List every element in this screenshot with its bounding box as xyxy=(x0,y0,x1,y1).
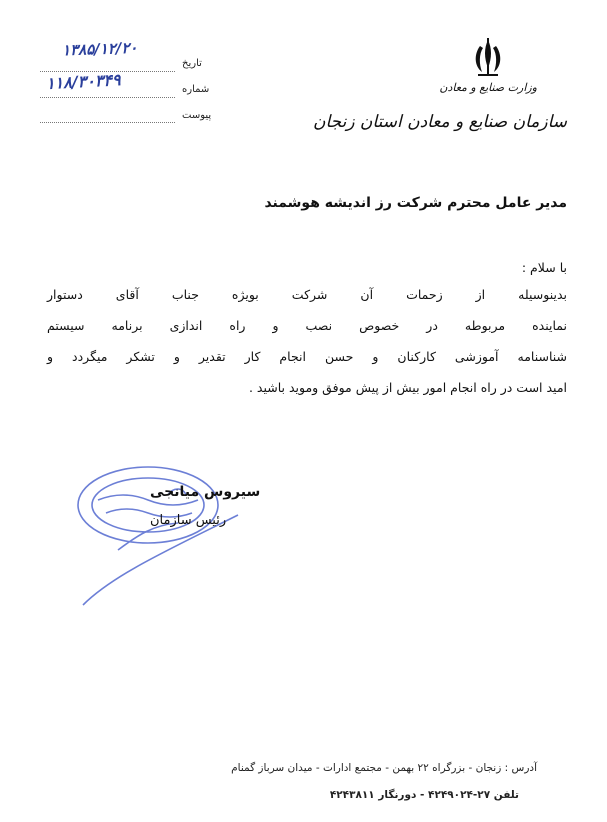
number-dotted-line xyxy=(40,97,175,98)
body-line: شناسنامه آموزشی کارکنان و حسن انجام کار تقدیر و تشکر میگردد و xyxy=(47,349,567,364)
signer-name: سیروس میانجی xyxy=(150,484,261,500)
number-value: ۱۱۸/۳۰۳۴۹ xyxy=(45,70,122,93)
footer-phone: تلفن ۲۷-۴۲۴۹۰۲۴ - دورنگار ۴۲۴۳۸۱۱ xyxy=(329,789,519,801)
organization-name: سازمان صنایع و معادن استان زنجان xyxy=(312,112,567,132)
body-line: بدینوسیله از زحمات آن شرکت بویژه جناب آقای دستوار xyxy=(47,287,567,302)
attachment-label: پیوست xyxy=(182,110,212,121)
body-line: نماینده مربوطه در خصوص نصب و راه اندازی برنامه سیستم xyxy=(47,318,567,333)
iran-emblem-icon xyxy=(468,36,508,80)
salutation: با سلام : xyxy=(521,260,567,275)
number-label: شماره xyxy=(182,84,210,95)
date-label: تاریخ xyxy=(182,58,202,69)
attachment-dotted-line xyxy=(40,122,175,123)
official-stamp xyxy=(58,455,248,620)
footer-address: آدرس : زنجان - بزرگراه ۲۲ بهمن - مجتمع ادارات - میدان سرباز گمنام xyxy=(231,762,537,774)
recipient-line: مدیر عامل محترم شرکت رز اندیشه هوشمند xyxy=(264,195,567,211)
signer-title: رئیس سازمان xyxy=(150,513,227,528)
date-value: ۱۳۸۵/۱۲/۲۰ xyxy=(61,38,138,60)
ministry-name: وزارت صنایع و معادن xyxy=(439,81,537,94)
body-line: امید است در راه انجام امور بیش از پیش موفق وموید باشید . xyxy=(248,380,567,395)
